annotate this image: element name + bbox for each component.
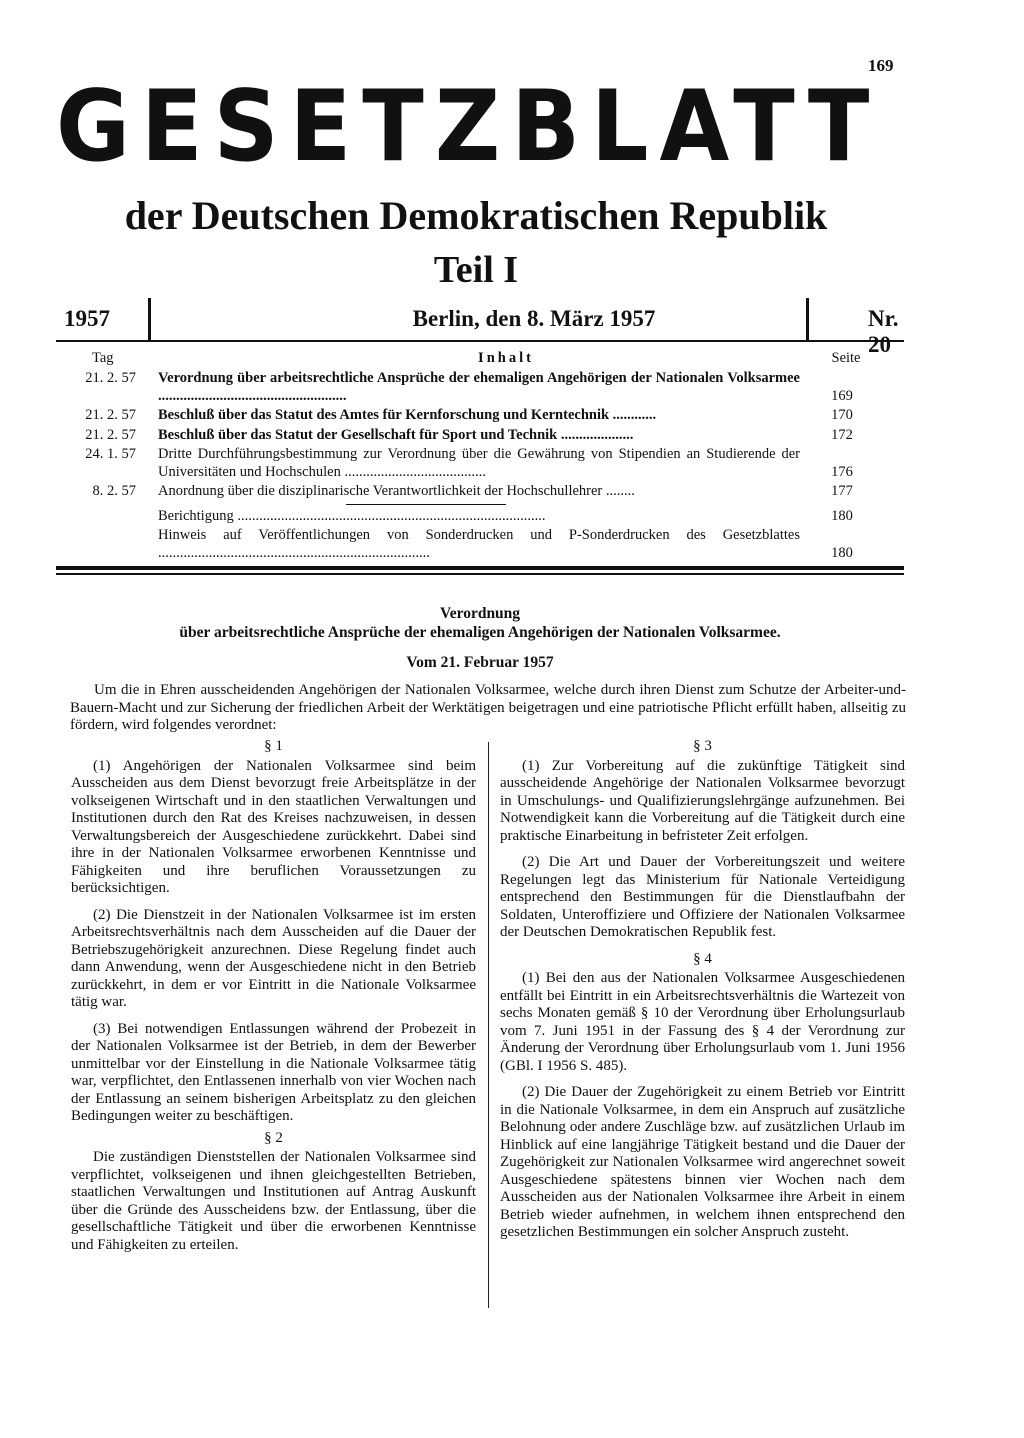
toc-entry-page: 176 <box>831 463 853 480</box>
issue-bar-divider <box>148 298 151 340</box>
toc-entry <box>56 483 904 501</box>
section-heading: § 3 <box>693 738 712 754</box>
toc-col-date: Tag <box>92 350 114 366</box>
toc-entry-title: Berichtigung ..................................................................................... <box>158 507 546 524</box>
issue-place-date: Berlin, den 8. März 1957 <box>412 306 656 331</box>
toc-entry-title: Verordnung über arbeitsrechtliche Ansprüche der ehemaligen Angehörigen der Nationalen Volksarmee .................................................... <box>158 370 800 404</box>
toc-entry-page: 177 <box>831 483 853 499</box>
toc-entry-page: 169 <box>831 387 853 404</box>
section-heading: § 1 <box>264 738 283 754</box>
paragraph: (1) Angehörigen der Nationalen Volksarmee sind beim Ausscheiden aus dem Dienst bevorzugt freie Arbeitsplätze in der volkseigenen Wirtschaft und in den staatlichen Verwaltungen und Institutionen durch den Rat des Kreises nachzuweisen, in dessen Verwaltungsbereich der Ausgeschiedene zurückkehrt. Dabei sind ihre in der Nationalen Volksarmee erworbenen Kenntnisse und Fähigkeiten und ihre beruflichen Voraussetzungen zu berücksichtigen. <box>71 757 476 896</box>
article-date: Vom 21. Februar 1957 <box>406 654 554 671</box>
toc-entry <box>56 407 904 425</box>
toc-entry-page: 180 <box>831 507 853 524</box>
toc-entry <box>56 370 904 405</box>
paragraph: (2) Die Dauer der Zugehörigkeit zu einem Betrieb vor Eintritt in die Nationale Volksarmee, in dem ein Anspruch auf zusätzliche Belohnung oder andere Zuschläge bzw. auf zusätzlichen Urlaub im Hinblick auf eine langjährige Tätigkeit bestand und die Dauer der Zugehörigkeit zur Nationalen Volksarmee wird angerechnet soweit Ausgeschiedene spätestens binnen vier Wochen nach dem Ausscheiden aus der Nationalen Volksarmee ihre Arbeit in einem Betrieb wieder aufnehmen, in welchem ihnen entsprechend den gesetzlichen Bestimmungen ein solcher Anspruch zusteht. <box>500 1084 905 1240</box>
toc-entry <box>56 527 904 562</box>
toc-entry-date: 8. 2. 57 <box>92 483 136 499</box>
table-of-contents <box>56 350 904 564</box>
toc-header <box>56 350 904 370</box>
page-number: 169 <box>868 56 894 75</box>
toc-entry-date: 21. 2. 57 <box>85 370 136 386</box>
toc-bottom-rule <box>56 573 904 575</box>
paragraph: (2) Die Dienstzeit in der Nationalen Volksarmee ist im ersten Arbeitsrechtsverhältnis nach dem Ausscheiden auf die Dauer der Betriebszugehörigkeit anzurechnen. Diese Regelung findet auch dann Anwendung, wenn der Ausgeschiedene nicht in den Betrieb zurückkehrt, in dem er vor Eintritt in die Nationale Volksarmee tätig war. <box>71 906 476 1010</box>
section-heading: § 4 <box>693 950 712 967</box>
toc-entry-page: 180 <box>831 544 853 561</box>
toc-entry-title: Anordnung über die disziplinarische Verantwortlichkeit der Hochschullehrer ........ <box>158 483 635 499</box>
issue-year: 1957 <box>64 306 110 331</box>
right-column <box>500 738 905 1251</box>
article-preamble: Um die in Ehren ausscheidenden Angehörigen der Nationalen Volksarmee, welche durch ihren Dienst zum Schutze der Arbeiter-und-Bauern-Macht und zur Sicherung der friedlichen Arbeit der Werktätigen beigetragen und eine patriotische Pflicht erfüllt haben, allseitig zu fördern, wird folgendes verordnet: <box>70 682 906 733</box>
toc-col-page: Seite <box>831 350 861 366</box>
toc-entry <box>56 427 904 445</box>
toc-entry <box>56 446 904 481</box>
column-divider <box>488 742 489 1308</box>
toc-entry-title: Dritte Durchführungsbestimmung zur Verordnung über die Gewährung von Stipendien an Studierende der Universitäten und Hochschulen ....................................... <box>158 446 800 480</box>
toc-entry-title: Beschluß über das Statut des Amtes für Kernforschung und Kerntechnik ............ <box>158 407 657 423</box>
paragraph: (1) Bei den aus der Nationalen Volksarmee Ausgeschiedenen entfällt bei Eintritt in ein Arbeitsrechtsverhältnis die Wartezeit von sechs Monaten gemäß § 10 der Verordnung über Erholungsurlaub vom 7. Juni 1951 in der Fassung des § 4 der Verordnung zur Änderung der Verordnung über Erholungsurlaub vom 1. Juni 1956 (GBl. I 1956 S. 485). <box>500 970 905 1074</box>
paragraph: (2) Die Art und Dauer der Vorbereitungszeit und weitere Regelungen legt das Ministerium für Nationale Verteidigung entsprechend den Bestimmungen für die Dienstlaufbahn der Soldaten, Unteroffiziere und Offiziere der Nationalen Volksarmee der Deutschen Demokratischen Republik fest. <box>500 854 905 940</box>
paragraph: (3) Bei notwendigen Entlassungen während der Probezeit in der Nationalen Volksarmee ist der Betrieb, in dem der Bewerber unmittelbar vor der Einstellung in die Nationale Volksarmee tätig war, verpflichtet, den Entlassenen innerhalb von vier Wochen nach der Entlassung an seinem bisherigen Arbeitsplatz zu den gleichen Bedingungen weiter zu beschäftigen. <box>71 1020 476 1124</box>
paragraph: Die zuständigen Dienststellen der Nationalen Volksarmee sind verpflichtet, volkseigenen und ihnen gleichgestellten Betrieben, staatlichen Verwaltungen und Institutionen auf Antrag Auskunft über die Gründe des Ausscheidens bzw. der Entlassung, über die gesellschaftliche Tätigkeit und über die erworbenen Kenntnisse und Fähigkeiten zu erteilen. <box>71 1149 476 1253</box>
toc-entry <box>56 508 904 526</box>
article-title-line: über arbeitsrechtliche Ansprüche der ehemaligen Angehörigen der Nationalen Volksarmee. <box>179 624 781 641</box>
toc-entry-date: 24. 1. 57 <box>85 446 136 462</box>
toc-entry-title: Beschluß über das Statut der Gesellschaft für Sport und Technik .................... <box>158 426 634 443</box>
toc-entry-title: Hinweis auf Veröffentlichungen von Sonderdrucken und P-Sonderdrucken des Gesetzblattes ........................................................................... <box>158 527 800 561</box>
paragraph: (1) Zur Vorbereitung auf die zukünftige Tätigkeit sind ausscheidende Angehörige der Nationalen Volksarmee bevorzugt in Umschulungs- und Qualifizierungslehrgänge aufzunehmen. Bei Notwendigkeit kann die Vorbereitung auf die Tätigkeit durch eine praktische Einarbeitung in befristeter Zeit erfolgen. <box>500 757 905 844</box>
masthead-title: GESETZBLATT <box>56 70 881 184</box>
masthead-subtitle: der Deutschen Demokratischen Republik <box>124 193 828 238</box>
issue-number: Nr. 20 <box>868 306 899 357</box>
part-label: Teil I <box>433 249 519 291</box>
toc-entry-date: 21. 2. 57 <box>85 407 136 423</box>
toc-entry-page: 172 <box>831 426 853 443</box>
toc-col-contents: Inhalt <box>478 350 534 366</box>
article-title <box>56 604 904 642</box>
left-column <box>71 738 476 1263</box>
toc-entry-date: 21. 2. 57 <box>85 426 136 443</box>
toc-entry-page: 170 <box>831 407 853 423</box>
issue-bar <box>56 298 904 357</box>
toc-bottom-rule <box>56 566 904 570</box>
toc-separator <box>346 504 506 505</box>
section-heading: § 2 <box>264 1129 283 1146</box>
article-title-line: Verordnung <box>439 605 521 622</box>
